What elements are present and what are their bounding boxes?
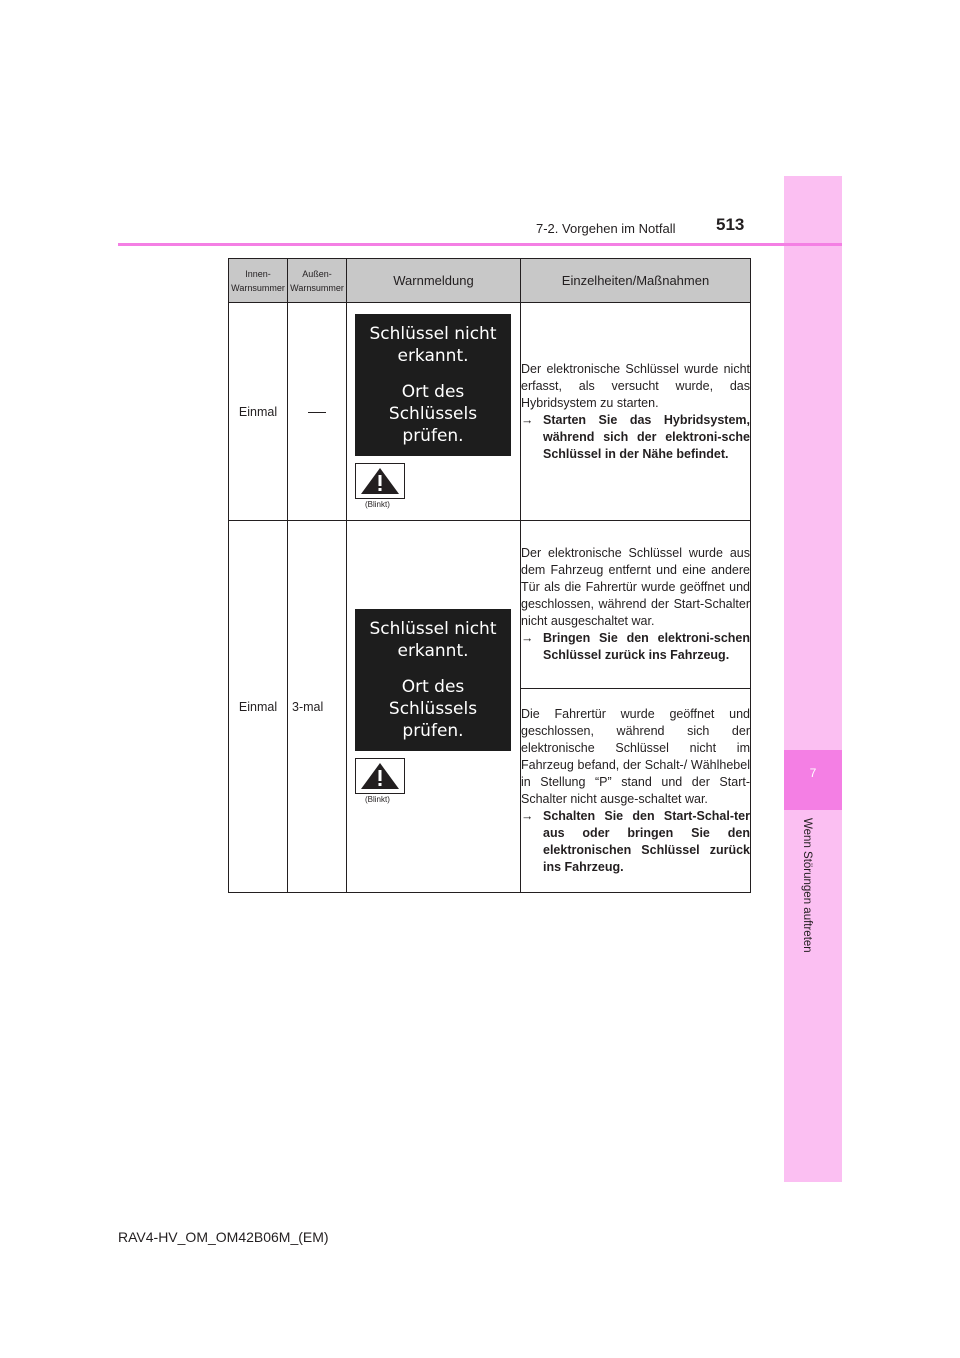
table-row xyxy=(229,521,751,689)
warning-triangle-icon xyxy=(355,758,405,794)
header-inner-text: Innen- Warnsummer xyxy=(231,268,285,293)
arrow-right-icon: → xyxy=(521,412,534,427)
details-action xyxy=(521,808,750,876)
inner-buzzer-cell: Einmal xyxy=(229,521,288,893)
warning-message-display xyxy=(355,314,511,456)
action-text: Starten Sie das Hybridsystem, während sich der elektroni-sche Schlüssel in der Nähe befindet. xyxy=(543,412,750,461)
details-text: Die Fahrertür wurde geöffnet und geschlossen, während sich der elektronische Schlüssel nicht im Fahrzeug befand, der Schalt-/ Wählhebel in Stellung “P” stand und der Start-Schalter nicht ausge-schaltet war. xyxy=(521,706,750,806)
header-inner-buzzer xyxy=(229,259,288,303)
warning-message-cell xyxy=(347,521,521,893)
message-line: Ort des xyxy=(401,677,465,697)
message-line: Schlüssels xyxy=(388,699,478,719)
header-outer-text: Außen- Warnsummer xyxy=(290,268,344,293)
details-text: Der elektronische Schlüssel wurde nicht erfasst, als versucht wurde, das Hybridsystem zu starten. xyxy=(521,361,750,410)
message-line: Schlüssel nicht xyxy=(369,619,497,639)
header-outer-buzzer xyxy=(288,259,347,303)
header-details: Einzelheiten/Maßnahmen xyxy=(521,259,751,303)
warning-message-cell xyxy=(347,303,521,521)
details-cell xyxy=(521,521,751,689)
inner-buzzer-cell: Einmal xyxy=(229,303,288,521)
action-text: Bringen Sie den elektroni-schen Schlüssel zurück ins Fahrzeug. xyxy=(543,631,750,662)
action-text: Schalten Sie den Start-Schal-ter aus oder bringen Sie den elektronischen Schlüssel zurück ins Fahrzeug. xyxy=(543,808,750,874)
details-text: Der elektronische Schlüssel wurde aus dem Fahrzeug entfernt und eine andere Tür als die Fahrertür wurde geöffnet und geschlossen, während der Start-Schalter nicht ausgeschaltet war. xyxy=(521,546,750,628)
details-cell xyxy=(521,303,751,521)
details-action xyxy=(521,412,750,463)
table-row xyxy=(229,303,751,521)
chapter-title: Wenn Störungen auftreten xyxy=(801,818,813,953)
message-line: prüfen. xyxy=(402,426,464,446)
outer-buzzer-cell xyxy=(288,303,347,521)
message-line: erkannt. xyxy=(397,641,469,661)
warning-message-display xyxy=(355,609,511,751)
page-number: 513 xyxy=(716,215,745,234)
warning-triangle-icon xyxy=(355,463,405,499)
header-rule xyxy=(118,243,842,246)
details-cell xyxy=(521,689,751,893)
chapter-tab-active xyxy=(784,750,842,810)
section-title: 7-2. Vorgehen im Notfall xyxy=(536,221,676,236)
message-line: erkannt. xyxy=(397,346,469,366)
blink-label: (Blinkt) xyxy=(365,795,390,804)
document-code: RAV4-HV_OM_OM42B06M_(EM) xyxy=(118,1229,329,1245)
dash-line xyxy=(308,412,326,413)
message-line: prüfen. xyxy=(402,721,464,741)
table-header-row xyxy=(229,259,751,303)
blink-label: (Blinkt) xyxy=(365,500,390,509)
message-line: Ort des xyxy=(401,382,465,402)
outer-buzzer-cell: 3-mal xyxy=(288,521,347,893)
arrow-right-icon: → xyxy=(521,808,534,823)
chapter-side-tab xyxy=(784,176,842,1182)
message-line: Schlüssel nicht xyxy=(369,324,497,344)
details-action xyxy=(521,630,750,664)
chapter-number: 7 xyxy=(809,766,817,780)
header-warning-message: Warnmeldung xyxy=(347,259,521,303)
message-line: Schlüssels xyxy=(388,404,478,424)
warning-table xyxy=(228,258,751,893)
arrow-right-icon: → xyxy=(521,631,534,645)
